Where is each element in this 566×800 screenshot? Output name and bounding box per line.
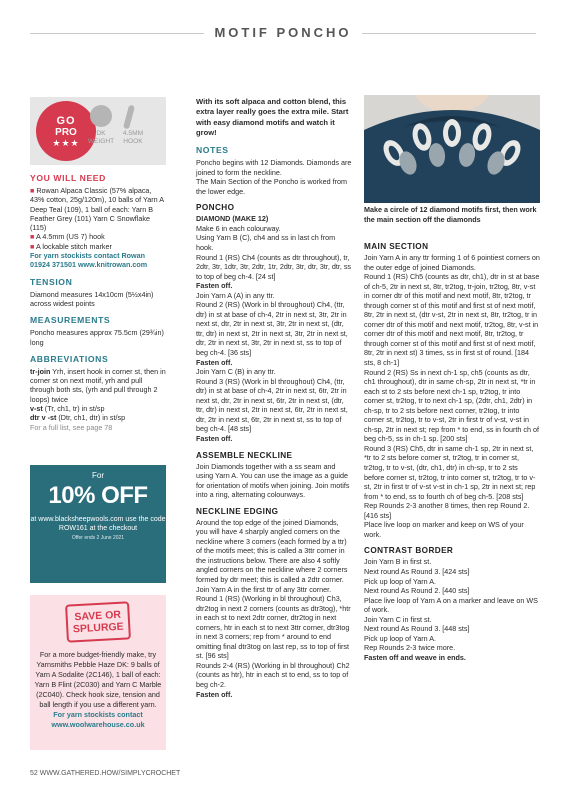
offer-terms: Offer ends 2 June 2021 bbox=[71, 535, 125, 541]
page-title: MOTIF PONCHO bbox=[204, 25, 361, 40]
need-item-2-text: A 4.5mm (US 7) hook bbox=[35, 232, 105, 242]
crochet-hook-icon bbox=[123, 105, 135, 130]
abbr-term-3: dtr v -st bbox=[30, 413, 57, 423]
main-round1: Round 1 (RS) Ch5 (counts as dtr, ch1), dtr in st at base of ch-5, 2tr in next st, 8tr, tr2tog, tr-join, tr2tog, 8tr, v-st in corner dtr of this motif and next motif, 8tr, tr2tog, tr through corner st of this motif and first st of next motif, 8tr, 2tr in next st, (dtr v-st, 2tr in next st, 8tr, tr2tog, tr in corner dtr of this motif and next motif, tr2tog, 8tr, v-st in corner dtr of this motif and next motif, 8tr, tr2tog, tr through corner st of this motif and first st of next motif, 8tr, 2tr in next st) 3 times, ss in first st of round. [184 sts, 8 ch-1] bbox=[364, 272, 540, 368]
abbr-v-st bbox=[30, 404, 166, 413]
assemble-text: Join Diamonds together with a ss seam and using Yarn A. You can use the image as a guide for orientation of motifs when joining. Join motifs into a ring, alternating colourways. bbox=[196, 461, 350, 500]
page-header bbox=[0, 0, 566, 62]
main-p1: Join Yarn A in any ttr forming 1 of 6 pointiest corners on the outer edge of joined Diamonds. bbox=[364, 253, 540, 272]
contrast-p3: Place live loop of Yarn A on a marker and leave on WS of work. bbox=[364, 595, 538, 615]
abbr-text-1: Yrh, insert hook in corner st, then in corner st on next motif, yrh and pull through both sts, (yrh and pull through 2 loops) twice bbox=[30, 366, 166, 404]
abbr-term-2: v-st bbox=[30, 404, 43, 414]
abbr-text-2: (Tr, ch1, tr) in st/sp bbox=[44, 404, 105, 414]
right-column bbox=[364, 240, 540, 662]
abbr-more-link[interactable]: For a full list, see page 78 bbox=[30, 422, 113, 432]
need-item-3-text: A lockable stitch marker bbox=[35, 241, 112, 251]
measurements-heading: MEASUREMENTS bbox=[30, 315, 111, 326]
edging-text: Around the top edge of the joined Diamonds, you will have 4 sharply angled corners on the neckline where 3 corners (each formed by a ttr) of the motifs meet; this is called a 3ttr corner in the instructions below. There are also 4 softly angled corners on the neckline where 2 corners formed by dtr meet; this is called a 2dtr corner. Join Yarn A in the first ttr of any 3ttr corner. bbox=[196, 517, 348, 594]
level-line1: GO bbox=[56, 115, 76, 127]
poncho-heading: PONCHO bbox=[196, 203, 235, 213]
offer-for: For bbox=[92, 471, 104, 480]
poncho-p4: Join Yarn C (B) in any ttr. bbox=[196, 367, 276, 377]
save-or-splurge-box bbox=[30, 595, 166, 750]
diamond-subheading: DIAMOND (MAKE 12) bbox=[196, 214, 269, 224]
poncho-round2: Round 2 (RS) (Work in bl throughout) Ch4, (ttr, dtr) in st at base of ch-4, 2tr in next st, 3tr, 2tr in next st, dtr, 2tr in next st, 3tr, 2tr in next st, (dtr, ttr, dtr) in next st, 2tr in next st, 3tr, 2tr in next st, dtr, 2tr in next st, 3tr, 2tr in next st, ss to top of beg ch-4. [36 sts] bbox=[196, 300, 348, 358]
intro-text: With its soft alpaca and cotton blend, this extra layer really goes the extra mile. Start with easy diamond motifs and watch it grow! bbox=[196, 97, 349, 137]
need-item-3: ■ A lockable stitch marker bbox=[30, 241, 112, 251]
main-round3: Round 3 (RS) Ch5, dtr in same ch-1 sp, 2tr in next st, *tr to 2 sts before corner st, tr2tog, tr in corner st, tr2tog, tr to v-st, (dtr, ch1, dtr) in ch-sp, tr to 2 sts before corner st, tr2tog, tr into corner st, tr2tog, tr to v-st, 2tr in first tr of v-st v-st in ch-1 sp, 2tr in next st; rep from * to end, ss to fourth ch of beg ch-5. [208 sts] bbox=[364, 443, 536, 501]
poncho-photo bbox=[364, 95, 540, 203]
abbr-tr-join bbox=[30, 367, 166, 404]
offer-amount: 10% OFF bbox=[48, 482, 148, 509]
notes-heading: NOTES bbox=[196, 145, 229, 156]
badge-strip bbox=[30, 97, 166, 165]
sidebar bbox=[30, 97, 166, 432]
abbr-dtr-v-st bbox=[30, 413, 166, 422]
abbreviations-heading: ABBREVIATIONS bbox=[30, 353, 109, 364]
weight-label: DK WEIGHT bbox=[87, 130, 115, 145]
need-item-1-text: Rowan Alpaca Classic (57% alpaca, 43% cotton, 25g/120m), 10 balls of Yarn A Deep Teal (109), 1 ball of each: Yarn B Feather Grey (101) Yarn C Snowflake (115) bbox=[30, 186, 164, 233]
abbr-text-3: (Dtr, ch1, dtr) in st/sp bbox=[58, 413, 126, 423]
notes-p2: The Main Section of the Poncho is worked from the lower edge. bbox=[196, 177, 348, 196]
main-heading: MAIN SECTION bbox=[364, 242, 429, 251]
measurements-text: Poncho measures approx 75.5cm (29¾in) long bbox=[30, 328, 164, 347]
you-will-need-heading: YOU WILL NEED bbox=[30, 173, 106, 183]
contrast-p5: Pick up loop of Yarn A. bbox=[364, 633, 437, 643]
edging-fasten-off: Fasten off. bbox=[196, 689, 233, 699]
poncho-p3: Join Yarn A (A) in any ttr. bbox=[196, 290, 275, 300]
main-round2: Round 2 (RS) Ss in next ch-1 sp, ch5 (counts as dtr, ch1 throughout), dtr in same ch-sp, 2tr in next st, *tr in each st to 2 sts before next ch-1 sp, tr2tog, tr into corner st, tr2tog, tr to next ch-1 sp, (2dtr, ch1, 2dtr) in ch-sp, tr to 2 sts before next corner, tr2tog, tr into corner st, tr2tog, tr to v-st, 2tr in first tr of v-st, v-st in ch-sp, 2tr in next st; rep from * to end, ss in fourth ch of beg ch-5, ss in ch-1 sp. [200 sts] bbox=[364, 367, 539, 444]
page-footer: 52 WWW.GATHERED.HOW/SIMPLYCROCHET bbox=[30, 770, 181, 777]
contrast-p6: Rep Rounds 2-3 twice more. bbox=[364, 643, 456, 653]
tension-text: Diamond measures 14x10cm (5½x4in) across widest points bbox=[30, 289, 154, 308]
contrast-next1: Next round As Round 3. [424 sts] bbox=[364, 566, 470, 576]
offer-text: at www.blacksheepwools.com use the code ROW161 at the checkout bbox=[30, 516, 166, 532]
edging-rounds2-4: Rounds 2-4 (RS) (Working in bl throughout) Ch2 (counts as htr), htr in each st to end, ss to top of beg ch-2. bbox=[196, 660, 350, 689]
save-text: For a more budget-friendly make, try Yarnsmiths Pebble Haze DK: 9 balls of Yarn A Sodalite (2C146), 1 ball of each: Yarn B Flint (2C030) and Yarn C Marble (2C040). Check hook size, tension and ball length if you use a different yarn. bbox=[34, 650, 162, 709]
poncho-fasten-off-3: Fasten off. bbox=[196, 433, 233, 443]
poncho-p1: Make 6 in each colourway. bbox=[196, 223, 281, 233]
poncho-fasten-off-2: Fasten off. bbox=[196, 357, 233, 367]
need-item-1: ■ Rowan Alpaca Classic (57% alpaca, 43% cotton, 25g/120m), 10 balls of Yarn A Deep Teal (109), 1 ball of each: Yarn B Feather Grey (101) Yarn C Snowflake (115) bbox=[30, 186, 164, 233]
yarn-ball-icon bbox=[90, 105, 112, 127]
contrast-p1: Join Yarn B in first st. bbox=[364, 557, 432, 567]
level-stars: ★★★ bbox=[52, 138, 80, 148]
notes-p1: Poncho begins with 12 Diamonds. Diamonds are joined to form the neckline. bbox=[196, 158, 352, 177]
poncho-round3: Round 3 (RS) (Work in bl throughout) Ch4, (ttr, dtr) in st at base of ch-4, 2tr in next st, 6tr, 2tr in next st, dtr, 2tr in next st, 6tr, 2tr in next st, (dtr, ttr, dtr) in next st, 2tr in next st, 6tr, 2tr in next st, dtr, 2tr in next st, 6tr, 2tr in next st, ss to top of beg ch-4. [48 sts] bbox=[196, 376, 348, 434]
main-p3: Place live loop on marker and keep on WS of your work. bbox=[364, 520, 524, 539]
edging-heading: NECKLINE EDGING bbox=[196, 506, 279, 516]
contrast-heading: CONTRAST BORDER bbox=[364, 546, 454, 556]
poncho-yoke-image bbox=[364, 95, 540, 203]
contrast-p4: Join Yarn C in first st. bbox=[364, 614, 432, 624]
save-stockist-link[interactable]: For yarn stockists contact www.woolwarehouse.co.uk bbox=[51, 710, 145, 729]
edging-round1: Round 1 (RS) (Working in bl throughout) Ch3, dtr2tog in next 2 corners (counts as dtr3tog), *htr in each st to next 2dtr corner, dtr2tog in next corners, htr in each st to next 3ttr corner, dtr3tog in next 3 corners; rep from * around to end omitting final dtr3tog on last rep, ss to top of first st. [96 sts] bbox=[196, 594, 351, 661]
stockists-link[interactable]: For yarn stockists contact Rowan 01924 371501 www.knitrowan.com bbox=[30, 251, 148, 270]
assemble-heading: ASSEMBLE NECKLINE bbox=[196, 450, 293, 460]
discount-offer-box bbox=[30, 465, 166, 583]
need-item-2: ■ A 4.5mm (US 7) hook bbox=[30, 232, 105, 242]
contrast-fasten-off: Fasten off and weave in ends. bbox=[364, 652, 466, 662]
save-splurge-stamp: SAVE OR SPLURGE bbox=[65, 601, 131, 642]
level-line2: PRO bbox=[55, 127, 77, 138]
poncho-round1: Round 1 (RS) Ch4 (counts as dtr throughout), tr, 2dtr, 3tr, 1dtr, 3tr, 2dtr, 1tr, 2dtr, 3tr, dtr, 3tr, dtr, ss to top of beg ch-4. [24 st] bbox=[196, 252, 352, 281]
abbr-term-1: tr-join bbox=[30, 366, 51, 376]
photo-caption: Make a circle of 12 diamond motifs first, then work the main section off the diamonds bbox=[364, 205, 537, 224]
main-p2: Rep Rounds 2-3 another 8 times, then rep Round 2. [416 sts] bbox=[364, 501, 530, 520]
contrast-p2: Pick up loop of Yarn A. bbox=[364, 576, 437, 586]
contrast-next3: Next round As Round 3. [448 sts] bbox=[364, 624, 470, 634]
tension-heading: TENSION bbox=[30, 276, 73, 287]
hook-label: 4.5MM HOOK bbox=[122, 130, 144, 145]
poncho-fasten-off-1: Fasten off. bbox=[196, 281, 233, 291]
contrast-next2: Next round As Round 2. [440 sts] bbox=[364, 586, 470, 596]
poncho-p2: Using Yarn B (C), ch4 and ss in last ch from hook. bbox=[196, 233, 336, 253]
middle-column bbox=[196, 97, 352, 699]
